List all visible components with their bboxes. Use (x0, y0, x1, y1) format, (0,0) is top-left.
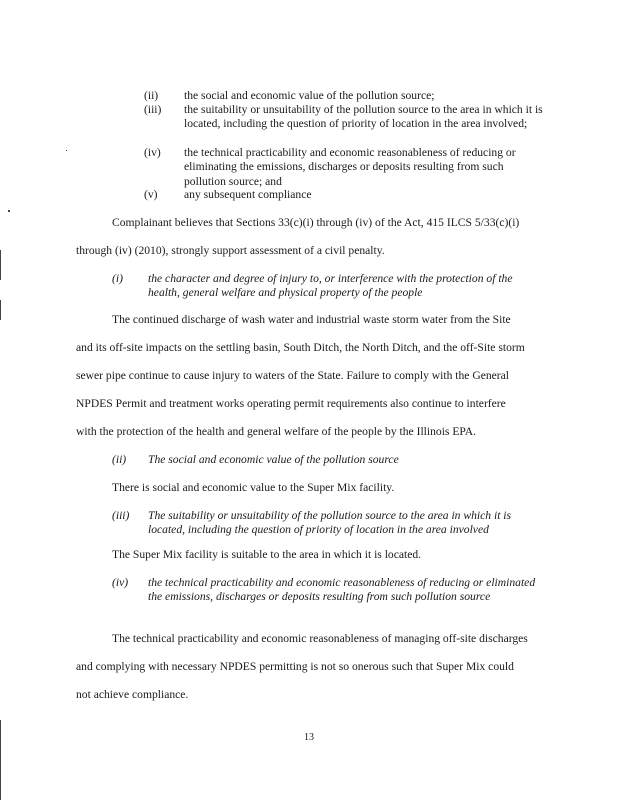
paragraph-line: not achieve compliance. (76, 688, 189, 701)
paragraph-social-value: There is social and economic value to the Super Mix facility. (112, 481, 395, 494)
scan-artifact (66, 150, 67, 151)
factor-number: (iii) (112, 509, 130, 522)
scan-artifact (0, 250, 1, 280)
factor-text: The social and economic value of the pollution source (148, 453, 399, 466)
list-item-text: the social and economic value of the pollution source; (184, 89, 435, 102)
paragraph-line: through (iv) (2010), strongly support assessment of a civil penalty. (76, 244, 385, 257)
list-item-number: (iv) (144, 146, 161, 159)
paragraph-line: The continued discharge of wash water and industrial waste storm water from the Site (112, 313, 511, 326)
factor-number: (i) (112, 272, 123, 285)
list-item-text: any subsequent compliance (184, 188, 312, 201)
paragraph-line: The technical practicability and economic reasonableness of managing off-site discharges (112, 632, 528, 645)
list-item-number: (v) (144, 188, 158, 201)
scan-artifact (8, 210, 10, 212)
list-item-number: (iii) (144, 103, 162, 116)
factor-text: the character and degree of injury to, or interference with the protection of the health, general welfare and physical property of the people (148, 272, 513, 300)
factor-text: The suitability or unsuitability of the pollution source to the area in which it is located, including the question of priority of location in the area involved (148, 509, 512, 537)
paragraph-line: Complainant believes that Sections 33(c)(i) through (iv) of the Act, 415 ILCS 5/33(c)(i) (112, 216, 520, 229)
paragraph-line: and its off-site impacts on the settling basin, South Ditch, the North Ditch, and the off-Site storm (76, 341, 525, 354)
factor-number: (ii) (112, 453, 127, 466)
paragraph-line: sewer pipe continue to cause injury to waters of the State. Failure to comply with the General (76, 369, 510, 382)
list-item-text: the technical practicability and economic reasonableness of reducing or eliminating the emissions, discharges or deposits resulting from such pollution source; and (184, 146, 516, 188)
list-item-number: (ii) (144, 89, 159, 102)
paragraph-suitability: The Super Mix facility is suitable to the area in which it is located. (112, 548, 422, 561)
paragraph-line: NPDES Permit and treatment works operating permit requirements also continue to interfere (76, 397, 506, 410)
scan-artifact (0, 300, 1, 320)
list-item-text: the suitability or unsuitability of the pollution source to the area in which it is located, including the question of priority of location in the area involved; (184, 103, 543, 131)
paragraph-line: and complying with necessary NPDES permitting is not so onerous such that Super Mix could (76, 660, 514, 673)
scan-artifact (0, 720, 1, 800)
paragraph-line: with the protection of the health and general welfare of the people by the Illinois EPA. (76, 425, 477, 438)
factor-text: the technical practicability and economic reasonableness of reducing or eliminated the emissions, discharges or deposits resulting from such pollution source (148, 576, 536, 604)
factor-number: (iv) (112, 576, 129, 589)
page-number: 13 (304, 732, 314, 743)
